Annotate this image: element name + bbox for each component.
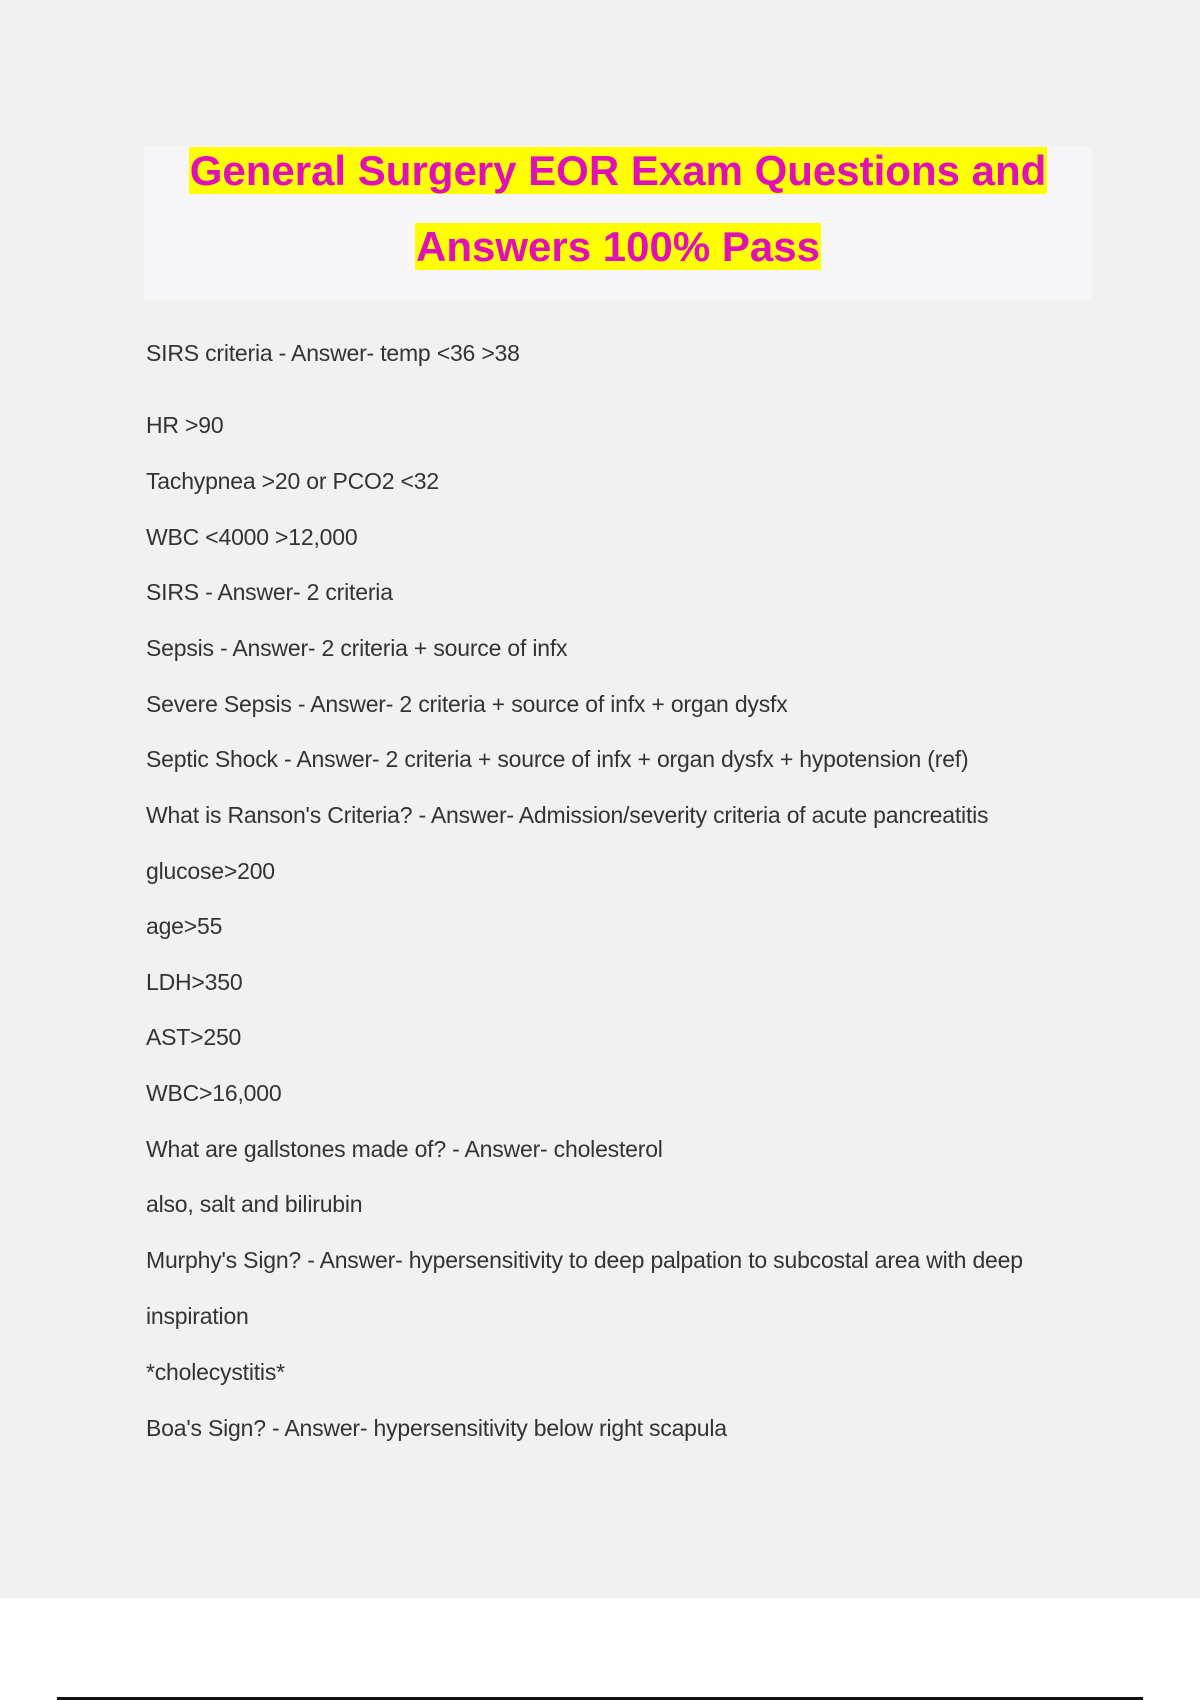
qa-line: Severe Sepsis - Answer- 2 criteria + source of infx + organ dysfx [146,691,788,717]
title-highlight: General Surgery EOR Exam Questions and [189,147,1047,194]
qa-line: inspiration [146,1303,249,1329]
qa-line: What is Ranson's Criteria? - Answer- Admission/severity criteria of acute pancreatitis [146,802,989,828]
qa-line: SIRS - Answer- 2 criteria [146,579,393,605]
qa-line: HR >90 [146,412,224,438]
qa-line: Septic Shock - Answer- 2 criteria + source of infx + organ dysfx + hypotension (ref) [146,746,969,772]
qa-line: also, salt and bilirubin [146,1191,363,1217]
qa-line: Tachypnea >20 or PCO2 <32 [146,468,439,494]
qa-line: WBC <4000 >12,000 [146,524,358,550]
qa-line: age>55 [146,913,223,939]
page-title-line-2 [144,222,1092,272]
qa-line: Sepsis - Answer- 2 criteria + source of infx [146,635,568,661]
qa-line: LDH>350 [146,969,243,995]
qa-line: SIRS criteria - Answer- temp <36 >38 [146,340,520,366]
title-highlight: Answers 100% Pass [416,223,820,270]
page-title-line-1 [144,146,1092,196]
qa-line: AST>250 [146,1024,242,1050]
title-block [144,146,1092,300]
qa-line: *cholecystitis* [146,1359,285,1385]
qa-line: What are gallstones made of? - Answer- cholesterol [146,1136,663,1162]
qa-line: Boa's Sign? - Answer- hypersensitivity below right scapula [146,1415,727,1441]
qa-line: WBC>16,000 [146,1080,282,1106]
qa-line: Murphy's Sign? - Answer- hypersensitivity to deep palpation to subcostal area with deep [146,1247,1023,1273]
qa-line: glucose>200 [146,858,275,884]
